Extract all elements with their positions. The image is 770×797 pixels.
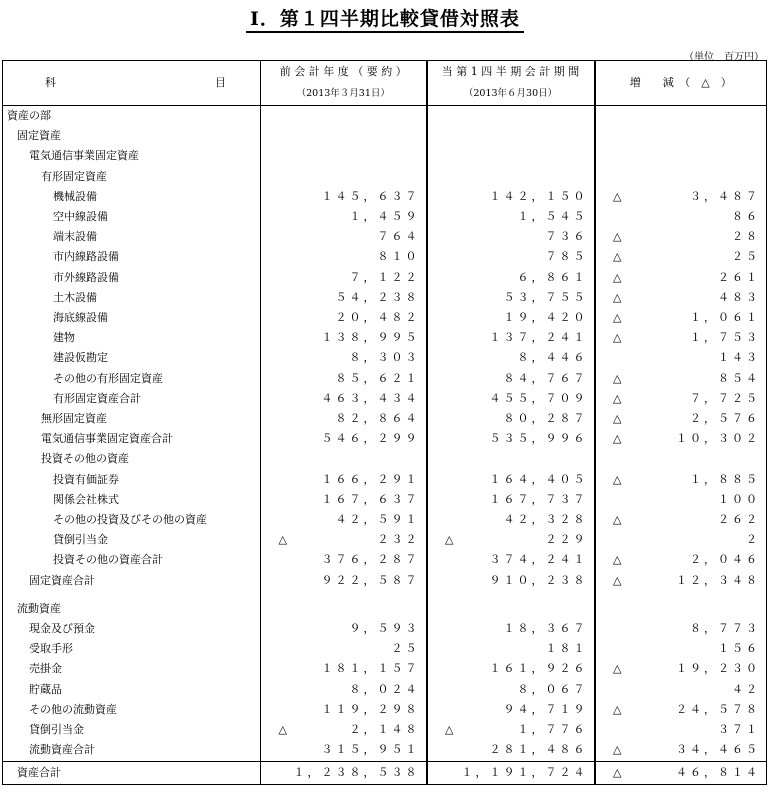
unit-label: （単位 百万円） xyxy=(684,52,764,63)
table-row xyxy=(3,247,767,267)
row-label: 貸倒引当金 xyxy=(3,530,261,550)
prev-value: ４６３，４３４ xyxy=(321,391,420,405)
prev-value-cell xyxy=(261,146,427,166)
curr-value-cell xyxy=(427,700,595,720)
header-diff: 増 減 （ △ ） xyxy=(595,61,767,106)
table-row xyxy=(3,619,767,639)
curr-value-cell xyxy=(427,591,595,599)
diff-value-cell xyxy=(595,510,767,530)
curr-value-cell xyxy=(427,268,595,288)
prev-value-cell xyxy=(261,288,427,308)
diff-value: ２５ xyxy=(732,250,760,264)
prev-value: ８１０ xyxy=(377,250,420,264)
table-row xyxy=(3,429,767,449)
header-prev: 前 会 計 年 度 （ 要 約 ） xyxy=(261,61,427,84)
negative-mark: △ xyxy=(278,723,287,737)
diff-value: ８６ xyxy=(732,210,760,224)
diff-value: ２ xyxy=(746,533,760,547)
negative-mark: △ xyxy=(613,472,622,486)
negative-mark: △ xyxy=(613,743,622,757)
curr-value: １８１ xyxy=(545,642,588,656)
header-curr-date: （2013年６月30日） xyxy=(427,83,595,106)
prev-value: ２０，４８２ xyxy=(335,311,420,325)
row-label: 受取手形 xyxy=(3,639,261,659)
row-label: 電気通信事業固定資産合計 xyxy=(3,429,261,449)
diff-value: ４８３ xyxy=(718,290,760,304)
diff-value: １，８８５ xyxy=(690,472,760,486)
diff-value-cell xyxy=(595,700,767,720)
table-row xyxy=(3,328,767,348)
curr-value-cell xyxy=(427,639,595,659)
negative-mark: △ xyxy=(613,662,622,676)
diff-value: ４６，８１４ xyxy=(676,765,760,779)
curr-value-cell xyxy=(427,429,595,449)
curr-value-cell xyxy=(427,740,595,761)
curr-value-cell xyxy=(427,761,595,784)
curr-value: ８，０６７ xyxy=(517,682,588,696)
negative-mark: △ xyxy=(613,230,622,244)
header-subject-a: 科 xyxy=(45,76,56,89)
curr-value: ９１０，２３８ xyxy=(489,573,588,587)
page-title-text: Ⅰ．第１四半期比較貸借対照表 xyxy=(246,8,524,33)
diff-value-cell xyxy=(595,348,767,368)
prev-value-cell xyxy=(261,550,427,570)
prev-value: ２３２ xyxy=(377,533,420,547)
prev-value: ５４，２３８ xyxy=(335,290,420,304)
curr-value: １９，４２０ xyxy=(503,311,588,325)
table-row xyxy=(3,348,767,368)
prev-value-cell xyxy=(261,659,427,679)
row-label: 貯蔵品 xyxy=(3,680,261,700)
row-label: 関係会社株式 xyxy=(3,490,261,510)
diff-value: １４３ xyxy=(718,351,760,365)
diff-value: １００ xyxy=(718,492,760,506)
curr-value-cell xyxy=(427,369,595,389)
header-subject-b: 目 xyxy=(215,76,226,89)
prev-value-cell xyxy=(261,449,427,469)
curr-value-cell xyxy=(427,680,595,700)
negative-mark: △ xyxy=(613,765,622,779)
prev-value-cell xyxy=(261,510,427,530)
header-curr: 当 第 1 四 半 期 会 計 期 間 xyxy=(427,61,595,84)
table-row xyxy=(3,268,767,288)
prev-value: １６６，２９１ xyxy=(321,472,420,486)
table-row xyxy=(3,510,767,530)
curr-value: ６，８６１ xyxy=(517,270,588,284)
diff-value-cell xyxy=(595,659,767,679)
negative-mark: △ xyxy=(613,553,622,567)
row-label: 投資その他の資産合計 xyxy=(3,550,261,570)
row-label: 空中線設備 xyxy=(3,207,261,227)
curr-value-cell xyxy=(427,490,595,510)
diff-value-cell xyxy=(595,308,767,328)
curr-value-cell xyxy=(427,167,595,187)
table-row xyxy=(3,659,767,679)
prev-value-cell xyxy=(261,167,427,187)
diff-value-cell xyxy=(595,288,767,308)
curr-value-cell xyxy=(427,449,595,469)
diff-value: １，７５３ xyxy=(690,331,760,345)
negative-mark: △ xyxy=(613,311,622,325)
diff-value: １９，２３０ xyxy=(676,662,760,676)
table-row xyxy=(3,449,767,469)
prev-value-cell xyxy=(261,369,427,389)
negative-mark: △ xyxy=(613,412,622,426)
diff-value: ２８ xyxy=(732,230,760,244)
table-row xyxy=(3,470,767,490)
curr-value: １３７，２４１ xyxy=(489,331,588,345)
curr-value: ７８５ xyxy=(545,250,588,264)
row-label: 資産の部 xyxy=(3,106,261,127)
curr-value: ３７４，２４１ xyxy=(489,553,588,567)
curr-value: １８，３６７ xyxy=(503,622,588,636)
prev-value: ９２２，５８７ xyxy=(321,573,420,587)
prev-value-cell xyxy=(261,619,427,639)
table-row xyxy=(3,680,767,700)
curr-value: １６４，４０５ xyxy=(489,472,588,486)
prev-value: ３７６，２８７ xyxy=(321,553,420,567)
diff-value: ８５４ xyxy=(718,371,760,385)
prev-value-cell xyxy=(261,106,427,127)
diff-value-cell xyxy=(595,591,767,599)
table-row xyxy=(3,369,767,389)
curr-value-cell xyxy=(427,288,595,308)
row-label: 市内線路設備 xyxy=(3,247,261,267)
table-row xyxy=(3,490,767,510)
curr-value: ２８１，４８６ xyxy=(489,743,588,757)
diff-value-cell xyxy=(595,619,767,639)
diff-value-cell xyxy=(595,740,767,761)
diff-value: １，０６１ xyxy=(690,311,760,325)
row-label: 建設仮勘定 xyxy=(3,348,261,368)
row-label: その他の有形固定資産 xyxy=(3,369,261,389)
curr-value-cell xyxy=(427,389,595,409)
prev-value-cell xyxy=(261,591,427,599)
curr-value-cell xyxy=(427,126,595,146)
negative-mark: △ xyxy=(613,371,622,385)
row-label: 有形固定資産合計 xyxy=(3,389,261,409)
table-row xyxy=(3,700,767,720)
curr-value: １，１９１，７２４ xyxy=(461,765,588,779)
table-row xyxy=(3,146,767,166)
negative-mark: △ xyxy=(613,270,622,284)
page-title xyxy=(0,4,770,31)
row-label: その他の投資及びその他の資産 xyxy=(3,510,261,530)
negative-mark: △ xyxy=(613,250,622,264)
curr-value: ５３５，９９６ xyxy=(489,432,588,446)
prev-value: ５４６，２９９ xyxy=(321,432,420,446)
prev-value: ８，０２４ xyxy=(349,682,420,696)
curr-value-cell xyxy=(427,308,595,328)
prev-value: １１９，２９８ xyxy=(321,702,420,716)
prev-value-cell xyxy=(261,409,427,429)
diff-value: ３４，４６５ xyxy=(676,743,760,757)
curr-value-cell xyxy=(427,530,595,550)
row-label: 固定資産 xyxy=(3,126,261,146)
curr-value-cell xyxy=(427,599,595,619)
total-row xyxy=(3,761,767,784)
diff-value-cell xyxy=(595,106,767,127)
curr-value-cell xyxy=(427,227,595,247)
table-row xyxy=(3,639,767,659)
curr-value-cell xyxy=(427,720,595,740)
table-row xyxy=(3,720,767,740)
row-label: 有形固定資産 xyxy=(3,167,261,187)
curr-value-cell xyxy=(427,348,595,368)
curr-value: ４２，３２８ xyxy=(503,513,588,527)
header-prev-date: （2013年３月31日） xyxy=(261,83,427,106)
prev-value-cell xyxy=(261,761,427,784)
diff-value-cell xyxy=(595,328,767,348)
negative-mark: △ xyxy=(613,432,622,446)
diff-value-cell xyxy=(595,146,767,166)
curr-value-cell xyxy=(427,470,595,490)
curr-value: ２２９ xyxy=(545,533,588,547)
prev-value: ２，１４８ xyxy=(349,723,420,737)
prev-value-cell xyxy=(261,429,427,449)
diff-value-cell xyxy=(595,268,767,288)
curr-value: ４５５，７０９ xyxy=(489,391,588,405)
prev-value-cell xyxy=(261,530,427,550)
curr-value-cell xyxy=(427,328,595,348)
curr-value-cell xyxy=(427,106,595,127)
diff-value-cell xyxy=(595,571,767,591)
curr-value-cell xyxy=(427,619,595,639)
row-label: 端末設備 xyxy=(3,227,261,247)
prev-value-cell xyxy=(261,720,427,740)
prev-value: １３８，９９５ xyxy=(321,331,420,345)
row-label: 資産合計 xyxy=(3,761,261,784)
balance-sheet-table xyxy=(2,60,767,785)
prev-value: ２５ xyxy=(391,642,420,656)
prev-value-cell xyxy=(261,389,427,409)
diff-value-cell xyxy=(595,490,767,510)
curr-value-cell xyxy=(427,247,595,267)
diff-value-cell xyxy=(595,449,767,469)
diff-value-cell xyxy=(595,639,767,659)
diff-value: ７，７２５ xyxy=(690,391,760,405)
diff-value-cell xyxy=(595,369,767,389)
curr-value-cell xyxy=(427,571,595,591)
curr-value-cell xyxy=(427,187,595,207)
row-label: その他の流動資産 xyxy=(3,700,261,720)
diff-value-cell xyxy=(595,720,767,740)
row-label: 無形固定資産 xyxy=(3,409,261,429)
diff-value: ２，５７６ xyxy=(690,412,760,426)
curr-value: ９４，７１９ xyxy=(503,702,588,716)
prev-value-cell xyxy=(261,268,427,288)
table-row xyxy=(3,187,767,207)
negative-mark: △ xyxy=(613,391,622,405)
prev-value: ７，１２２ xyxy=(349,270,420,284)
negative-mark: △ xyxy=(613,331,622,345)
row-label: 投資有価証券 xyxy=(3,470,261,490)
prev-value: ８２，８６４ xyxy=(335,412,420,426)
row-label: 貸倒引当金 xyxy=(3,720,261,740)
diff-value: １０，３０２ xyxy=(676,432,760,446)
table-row xyxy=(3,409,767,429)
negative-mark: △ xyxy=(445,723,454,737)
prev-value: ４２，５９１ xyxy=(335,513,420,527)
curr-value-cell xyxy=(427,207,595,227)
table-row xyxy=(3,227,767,247)
row-label: 固定資産合計 xyxy=(3,571,261,591)
prev-value-cell xyxy=(261,639,427,659)
negative-mark: △ xyxy=(278,533,287,547)
negative-mark: △ xyxy=(613,290,622,304)
prev-value: １６７，６３７ xyxy=(321,492,420,506)
diff-value: ２，０４６ xyxy=(690,553,760,567)
diff-value-cell xyxy=(595,187,767,207)
prev-value-cell xyxy=(261,571,427,591)
diff-value-cell xyxy=(595,409,767,429)
table-body xyxy=(3,106,767,785)
prev-value: １８１，１５７ xyxy=(321,662,420,676)
diff-value-cell xyxy=(595,470,767,490)
prev-value-cell xyxy=(261,308,427,328)
curr-value: ７３６ xyxy=(545,230,588,244)
prev-value-cell xyxy=(261,470,427,490)
curr-value-cell xyxy=(427,146,595,166)
diff-value-cell xyxy=(595,389,767,409)
diff-value: １５６ xyxy=(718,642,760,656)
diff-value: ３，４８７ xyxy=(690,189,760,203)
table-row xyxy=(3,389,767,409)
row-label: 機械設備 xyxy=(3,187,261,207)
table-row xyxy=(3,207,767,227)
table-row xyxy=(3,167,767,187)
curr-value: １４２，１５０ xyxy=(489,189,588,203)
table-row xyxy=(3,591,767,599)
prev-value-cell xyxy=(261,490,427,510)
diff-value: ４２ xyxy=(732,682,760,696)
prev-value-cell xyxy=(261,187,427,207)
row-label: 流動資産 xyxy=(3,599,261,619)
curr-value: １，５４５ xyxy=(517,210,588,224)
curr-value: １６７，７３７ xyxy=(489,492,588,506)
curr-value: ８，４４６ xyxy=(517,351,588,365)
diff-value: １２，３４８ xyxy=(676,573,760,587)
table-row xyxy=(3,126,767,146)
curr-value: １６１，９２６ xyxy=(489,662,588,676)
curr-value-cell xyxy=(427,510,595,530)
curr-value: ５３，７５５ xyxy=(503,290,588,304)
table-row xyxy=(3,530,767,550)
diff-value: ８，７７３ xyxy=(690,622,760,636)
diff-value-cell xyxy=(595,126,767,146)
negative-mark: △ xyxy=(613,573,622,587)
table-row xyxy=(3,106,767,127)
prev-value: ８５，６２１ xyxy=(335,371,420,385)
row-label xyxy=(3,591,261,599)
row-label: 現金及び預金 xyxy=(3,619,261,639)
curr-value-cell xyxy=(427,409,595,429)
table-row xyxy=(3,550,767,570)
negative-mark: △ xyxy=(613,513,622,527)
diff-value-cell xyxy=(595,530,767,550)
prev-value: ３１５，９５１ xyxy=(321,743,420,757)
diff-value: ２６１ xyxy=(718,270,760,284)
prev-value-cell xyxy=(261,247,427,267)
diff-value-cell xyxy=(595,599,767,619)
diff-value-cell xyxy=(595,167,767,187)
curr-value-cell xyxy=(427,550,595,570)
row-label: 投資その他の資産 xyxy=(3,449,261,469)
prev-value-cell xyxy=(261,680,427,700)
row-label: 売掛金 xyxy=(3,659,261,679)
curr-value: ８４，７６７ xyxy=(503,371,588,385)
curr-value-cell xyxy=(427,659,595,679)
negative-mark: △ xyxy=(613,189,622,203)
table-row xyxy=(3,740,767,761)
diff-value: ２４，５７８ xyxy=(676,702,760,716)
negative-mark: △ xyxy=(445,533,454,547)
prev-value: ８，３０３ xyxy=(349,351,420,365)
curr-value: １，７７６ xyxy=(517,723,588,737)
diff-value-cell xyxy=(595,761,767,784)
table-row xyxy=(3,288,767,308)
diff-value: ３７１ xyxy=(718,723,760,737)
diff-value-cell xyxy=(595,207,767,227)
table-row xyxy=(3,308,767,328)
prev-value: １，２３８，５３８ xyxy=(293,765,420,779)
prev-value-cell xyxy=(261,740,427,761)
diff-value-cell xyxy=(595,680,767,700)
prev-value-cell xyxy=(261,227,427,247)
prev-value: ７６４ xyxy=(377,230,420,244)
row-label: 建物 xyxy=(3,328,261,348)
prev-value: ９，５９３ xyxy=(349,622,420,636)
row-label: 電気通信事業固定資産 xyxy=(3,146,261,166)
table-row xyxy=(3,571,767,591)
header-subject xyxy=(3,61,261,106)
prev-value-cell xyxy=(261,207,427,227)
diff-value: ２６２ xyxy=(718,513,760,527)
curr-value: ８０，２８７ xyxy=(503,412,588,426)
row-label: 流動資産合計 xyxy=(3,740,261,761)
prev-value: １４５，６３７ xyxy=(321,189,420,203)
row-label: 海底線設備 xyxy=(3,308,261,328)
diff-value-cell xyxy=(595,247,767,267)
row-label: 市外線路設備 xyxy=(3,268,261,288)
table-row xyxy=(3,599,767,619)
diff-value-cell xyxy=(595,550,767,570)
prev-value-cell xyxy=(261,599,427,619)
prev-value-cell xyxy=(261,328,427,348)
row-label: 土木設備 xyxy=(3,288,261,308)
negative-mark: △ xyxy=(613,702,622,716)
prev-value-cell xyxy=(261,126,427,146)
diff-value-cell xyxy=(595,227,767,247)
prev-value: １，４５９ xyxy=(349,210,420,224)
prev-value-cell xyxy=(261,348,427,368)
diff-value-cell xyxy=(595,429,767,449)
prev-value-cell xyxy=(261,700,427,720)
